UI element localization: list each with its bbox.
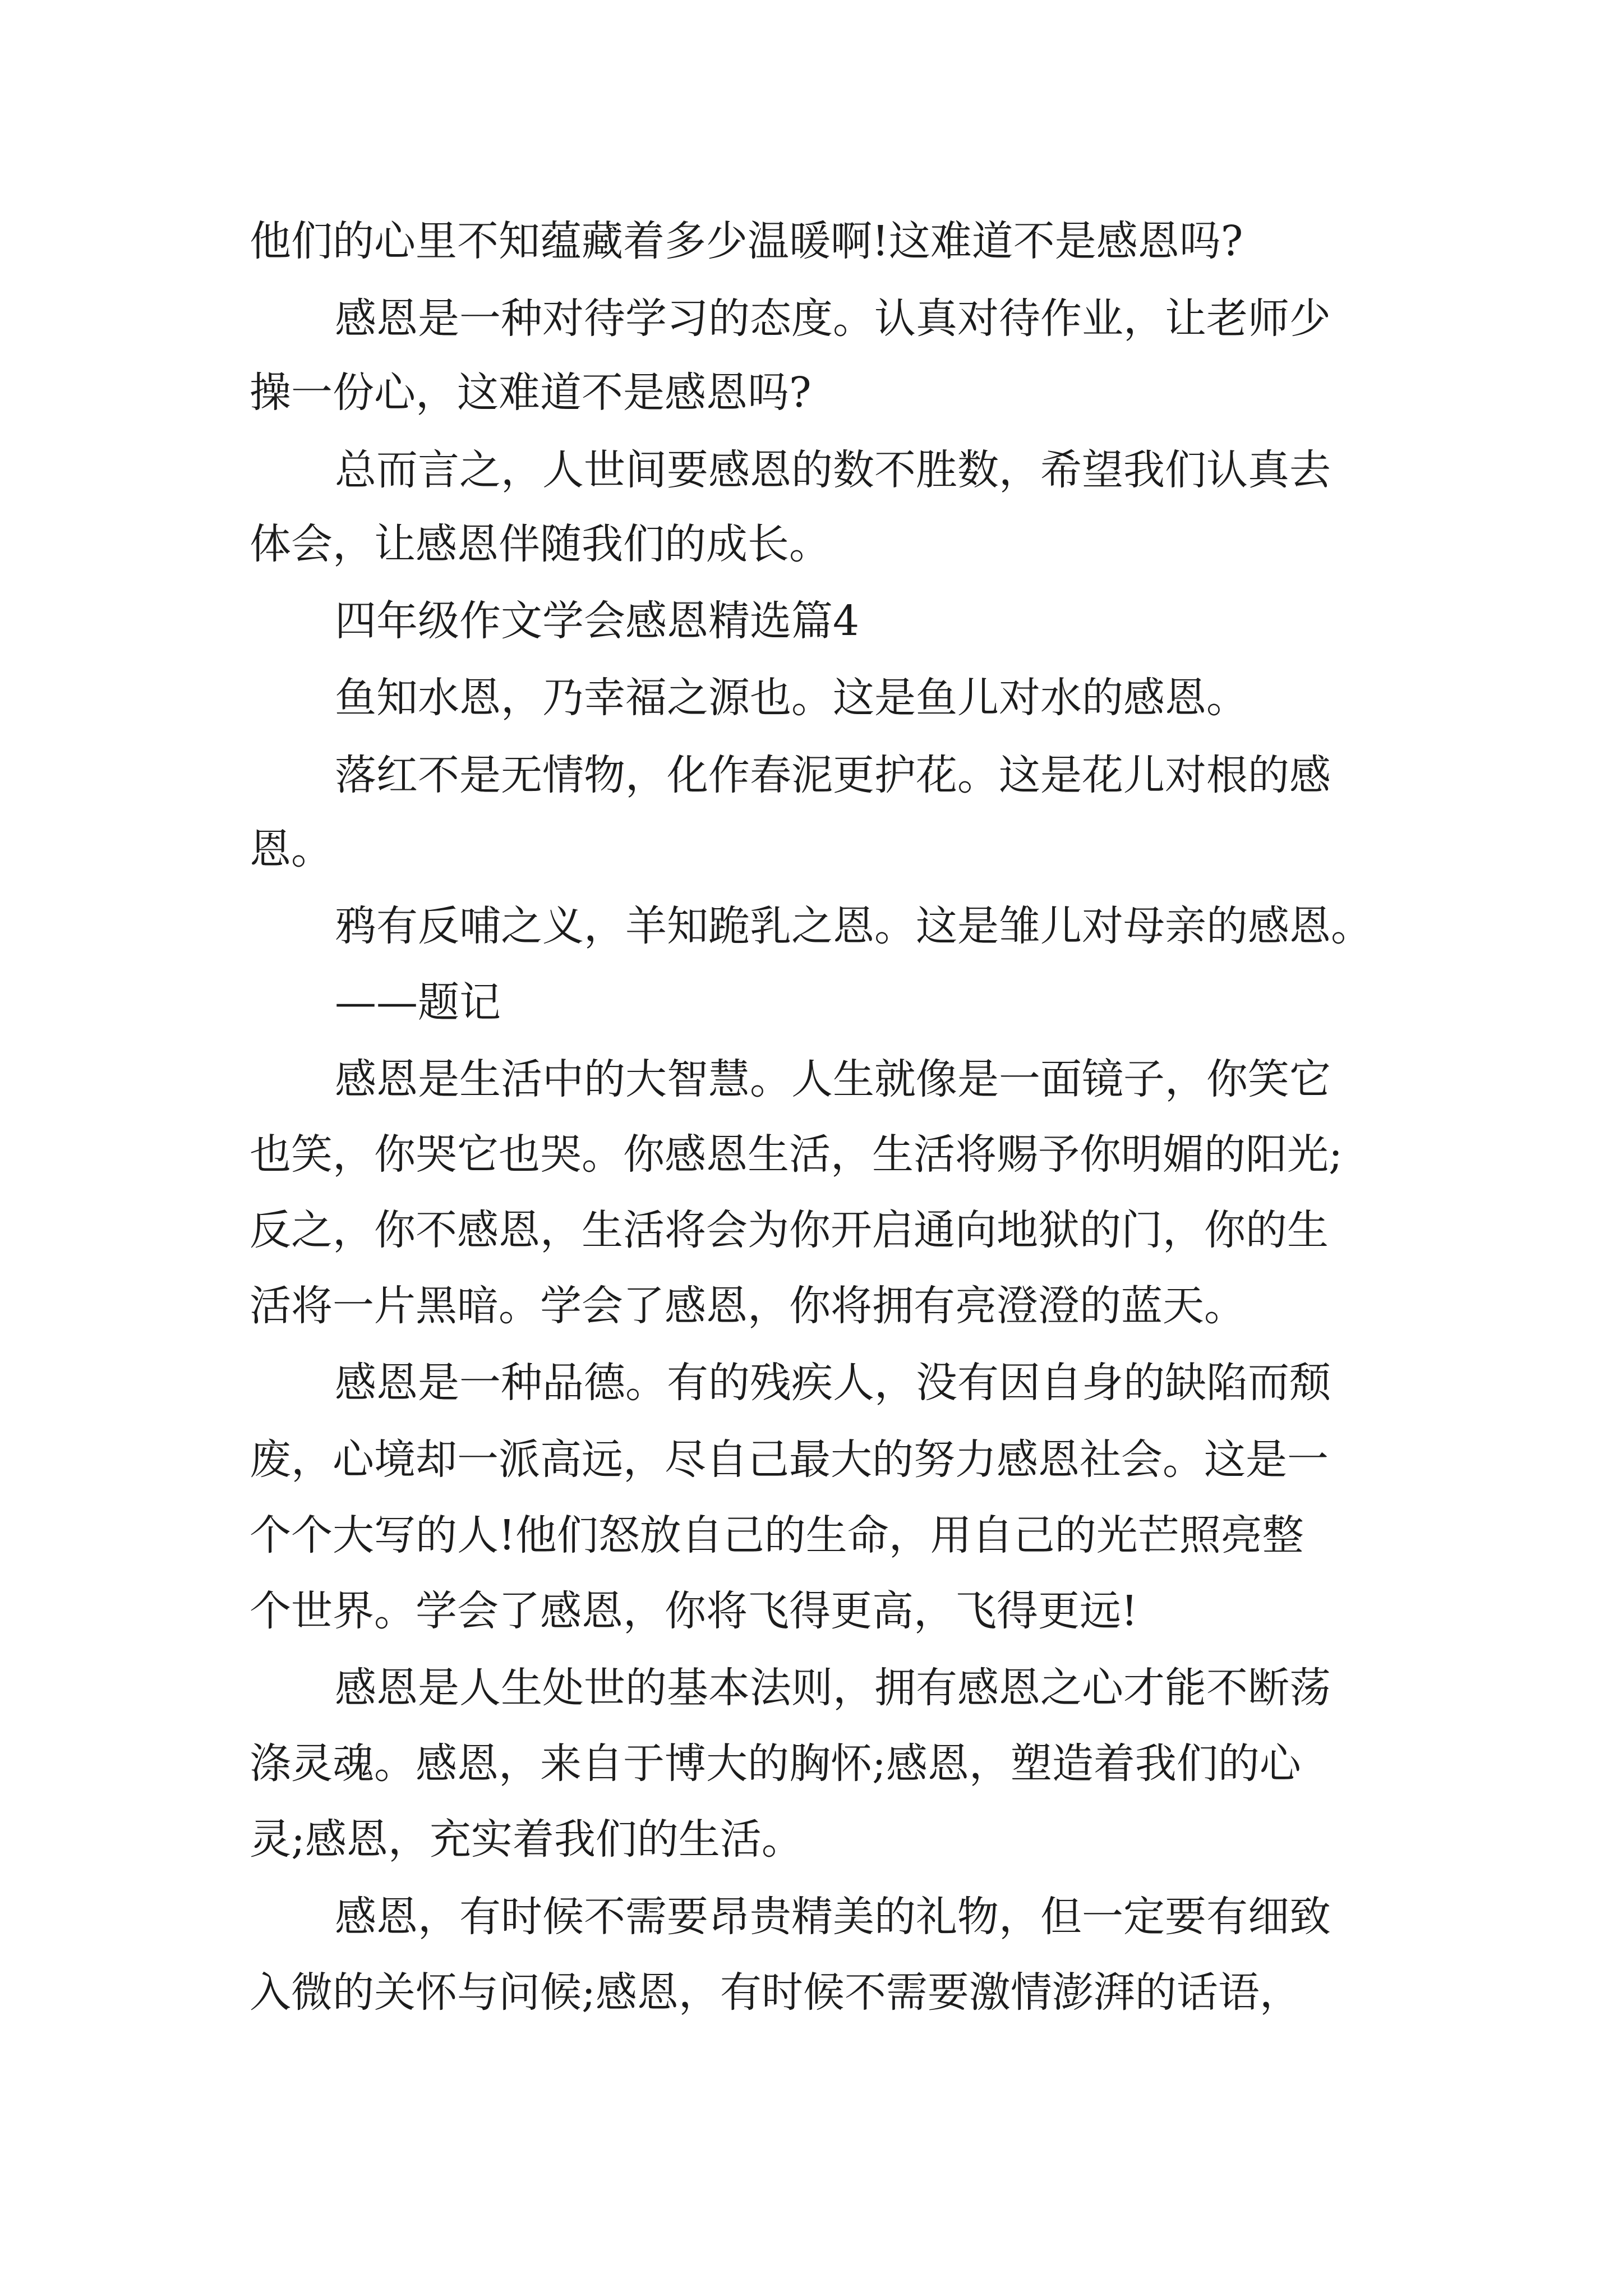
section-heading: 四年级作文学会感恩精选篇4 <box>335 597 860 645</box>
text-line: 落红不是无情物，化作春泥更护花。这是花儿对根的感 <box>335 751 1331 799</box>
text-line: 体会，让感恩伴随我们的成长。 <box>250 520 831 568</box>
text-line: 感恩，有时候不需要昂贵精美的礼物，但一定要有细致 <box>335 1893 1331 1941</box>
text-line: 反之，你不感恩，生活将会为你开启通向地狱的门，你的生 <box>250 1206 1329 1254</box>
text-line: 活将一片黑暗。学会了感恩，你将拥有亮澄澄的蓝天。 <box>250 1282 1246 1330</box>
text-line: 涤灵魂。感恩，来自于博大的胸怀;感恩，塑造着我们的心 <box>250 1740 1301 1788</box>
epigraph-note: ——题记 <box>335 978 501 1027</box>
text-line: 他们的心里不知蕴藏着多少温暖啊!这难道不是感恩吗? <box>250 217 1243 265</box>
text-line: 感恩是生活中的大智慧。人生就像是一面镜子，你笑它 <box>335 1055 1331 1103</box>
text-line: 感恩是一种品德。有的残疾人，没有因自身的缺陷而颓 <box>335 1359 1331 1407</box>
text-line: 恩。 <box>250 825 333 873</box>
text-line: 鸦有反哺之义，羊知跪乳之恩。这是雏儿对母亲的感恩。 <box>335 902 1372 950</box>
text-line: 感恩是人生处世的基本法则，拥有感恩之心才能不断荡 <box>335 1664 1331 1712</box>
text-line: 也笑，你哭它也哭。你感恩生活，生活将赐予你明媚的阳光; <box>250 1130 1343 1179</box>
text-line: 操一份心，这难道不是感恩吗? <box>250 369 811 417</box>
text-line: 感恩是一种对待学习的态度。认真对待作业，让老师少 <box>335 295 1331 343</box>
text-line: 灵;感恩，充实着我们的生活。 <box>250 1815 803 1864</box>
text-line: 鱼知水恩，乃幸福之源也。这是鱼儿对水的感恩。 <box>335 674 1248 722</box>
text-line: 总而言之，人世间要感恩的数不胜数，希望我们认真去 <box>335 446 1331 494</box>
text-line: 个个大写的人!他们怒放自己的生命，用自己的光芒照亮整 <box>250 1511 1304 1559</box>
text-line: 废，心境却一派高远，尽自己最大的努力感恩社会。这是一 <box>250 1435 1329 1484</box>
text-line: 入微的关怀与问候;感恩，有时候不需要激情澎湃的话语， <box>250 1968 1301 2017</box>
text-line: 个世界。学会了感恩，你将飞得更高，飞得更远! <box>250 1587 1138 1635</box>
